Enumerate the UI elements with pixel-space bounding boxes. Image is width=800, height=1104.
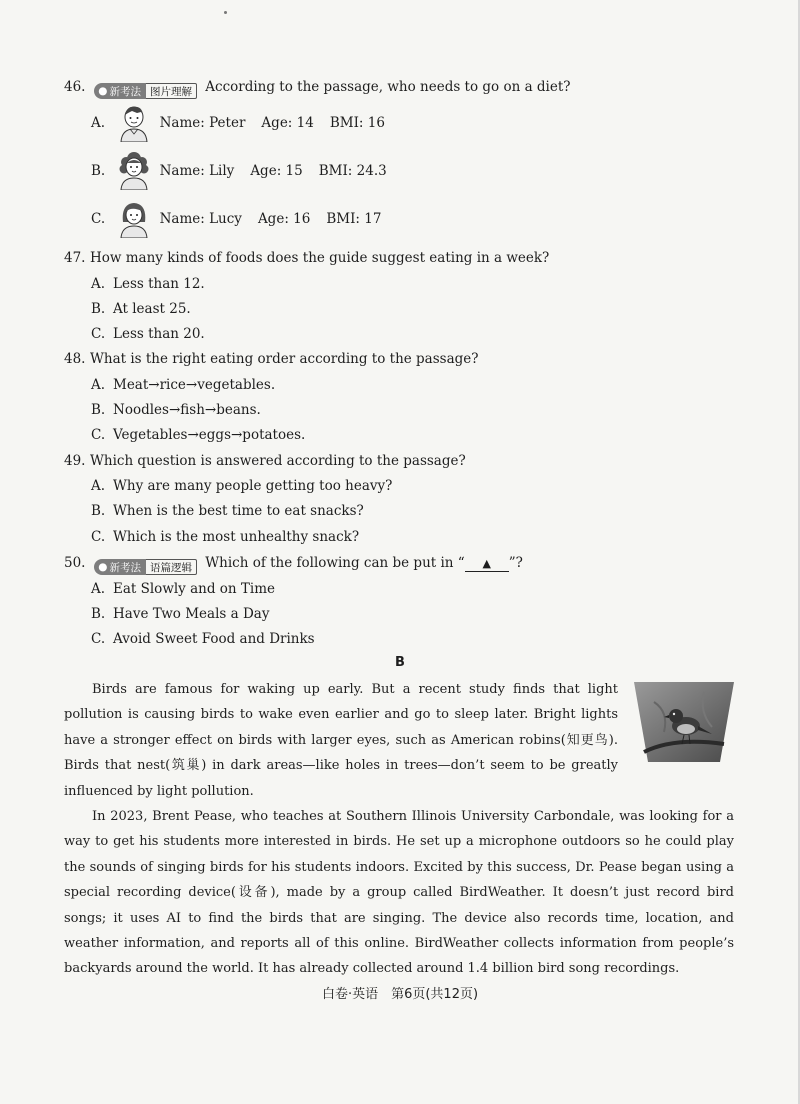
option-text: Less than 20. [113, 326, 205, 342]
option-text: Avoid Sweet Food and Drinks [113, 631, 315, 647]
passage-paragraph-2: In 2023, Brent Pease, who teaches at Southern Illinois University Carbondale, was looking for a way to get his students more interested in birds. He set up a microphone outdoors so he could play the sounds of singing birds for his students indoors. Excited by this success, Dr. Pease began using a special recording device(设备), made by a group called BirdWeather. It doesn’t just record bird songs; it uses AI to find the birds that are singing. The device also records time, location, and weather information, and reports all of this online. BirdWeather collects information from people’s backyards around the world. It has already collected around 1.4 billion bird song recordings. [64, 809, 734, 977]
option-age: Age: 16 [257, 211, 311, 227]
option-name: Name: Peter [159, 115, 246, 131]
option-48c [91, 427, 305, 443]
answer-blank: ▲ [465, 557, 509, 572]
option-bmi: BMI: 17 [326, 211, 382, 227]
option-letter: C. [91, 631, 106, 647]
tag-label: 图片理解 [146, 83, 197, 99]
option-50a [91, 581, 275, 597]
option-letter: A. [91, 276, 106, 292]
tag-label: 语篇逻辑 [146, 559, 197, 575]
question-49 [64, 453, 466, 469]
option-letter: A. [91, 478, 106, 494]
option-bmi: BMI: 24.3 [318, 163, 387, 179]
tag-badge: 新考法 [109, 561, 141, 574]
option-48a [91, 377, 275, 393]
option-48b [91, 402, 261, 418]
option-age: Age: 14 [261, 115, 314, 131]
option-text: Meat→rice→vegetables. [113, 377, 276, 393]
question-number: 50. [64, 555, 86, 571]
option-50c [91, 631, 315, 647]
option-50b [91, 606, 269, 622]
question-48 [64, 351, 479, 367]
option-text: Noodles→fish→beans. [113, 402, 261, 418]
option-text: When is the best time to eat snacks? [113, 503, 364, 519]
option-text: Eat Slowly and on Time [113, 581, 276, 597]
option-letter: B. [91, 402, 106, 418]
option-letter: A. [91, 377, 106, 393]
bulb-icon: ● [98, 85, 108, 97]
option-49c [91, 529, 359, 545]
question-47 [64, 250, 549, 266]
option-46a [91, 104, 401, 142]
option-letter: C. [91, 326, 106, 342]
option-bmi: BMI: 16 [329, 115, 385, 131]
new-method-tag [94, 83, 197, 99]
tag-badge: 新考法 [109, 85, 141, 98]
bulb-icon: ● [98, 561, 108, 573]
option-letter: A. [91, 581, 106, 597]
option-letter: B. [91, 503, 106, 519]
boy-avatar-icon [117, 104, 151, 142]
option-49a [91, 478, 392, 494]
question-number: 47. [64, 250, 86, 266]
section-title: B [395, 655, 405, 670]
question-number: 48. [64, 351, 86, 367]
question-46 [64, 79, 571, 99]
option-text: Vegetables→eggs→potatoes. [113, 427, 306, 443]
bird-photo [634, 682, 734, 762]
question-text-end: ”? [508, 555, 523, 571]
option-text: Have Two Meals a Day [113, 606, 270, 622]
option-47a [91, 276, 205, 292]
question-text: Which question is answered according to the passage? [90, 453, 466, 469]
girl-avatar-icon [117, 200, 151, 238]
option-46b [91, 152, 403, 190]
option-letter: B. [91, 301, 106, 317]
page-footer: 白卷·英语 第6页(共12页) [321, 987, 479, 1002]
new-method-tag [94, 559, 197, 575]
question-text: According to the passage, who needs to go on a diet? [205, 79, 571, 95]
option-text: At least 25. [113, 301, 191, 317]
option-letter: A. [91, 115, 106, 131]
question-text: How many kinds of foods does the guide suggest eating in a week? [90, 250, 550, 266]
option-47b [91, 301, 191, 317]
scan-dot [224, 11, 227, 14]
question-text: Which of the following can be put in “ [205, 555, 465, 571]
option-name: Name: Lucy [159, 211, 242, 227]
option-letter: B. [91, 606, 106, 622]
option-49b [91, 503, 364, 519]
option-46c [91, 200, 397, 238]
option-letter: C. [91, 529, 106, 545]
option-text: Less than 12. [113, 276, 205, 292]
passage-paragraph-1: Birds are famous for waking up early. But a recent study finds that light pollution is causing birds to wake even earlier and go to sleep later. Bright lights have a stronger effect on birds with larger eyes, such as American robins(知更鸟). Birds that nest(筑巢) in dark areas—like holes in trees—don’t seem to be greatly influenced by light pollution. [64, 682, 618, 799]
option-letter: B. [91, 163, 106, 179]
option-name: Name: Lily [159, 163, 235, 179]
option-47c [91, 326, 205, 342]
option-age: Age: 15 [250, 163, 303, 179]
question-number: 46. [64, 79, 86, 95]
option-letter: C. [91, 211, 106, 227]
option-text: Why are many people getting too heavy? [113, 478, 393, 494]
question-number: 49. [64, 453, 86, 469]
question-text: What is the right eating order according to the passage? [90, 351, 479, 367]
option-text: Which is the most unhealthy snack? [113, 529, 360, 545]
girl-curly-avatar-icon [117, 152, 151, 190]
option-letter: C. [91, 427, 106, 443]
question-50 [64, 555, 523, 575]
